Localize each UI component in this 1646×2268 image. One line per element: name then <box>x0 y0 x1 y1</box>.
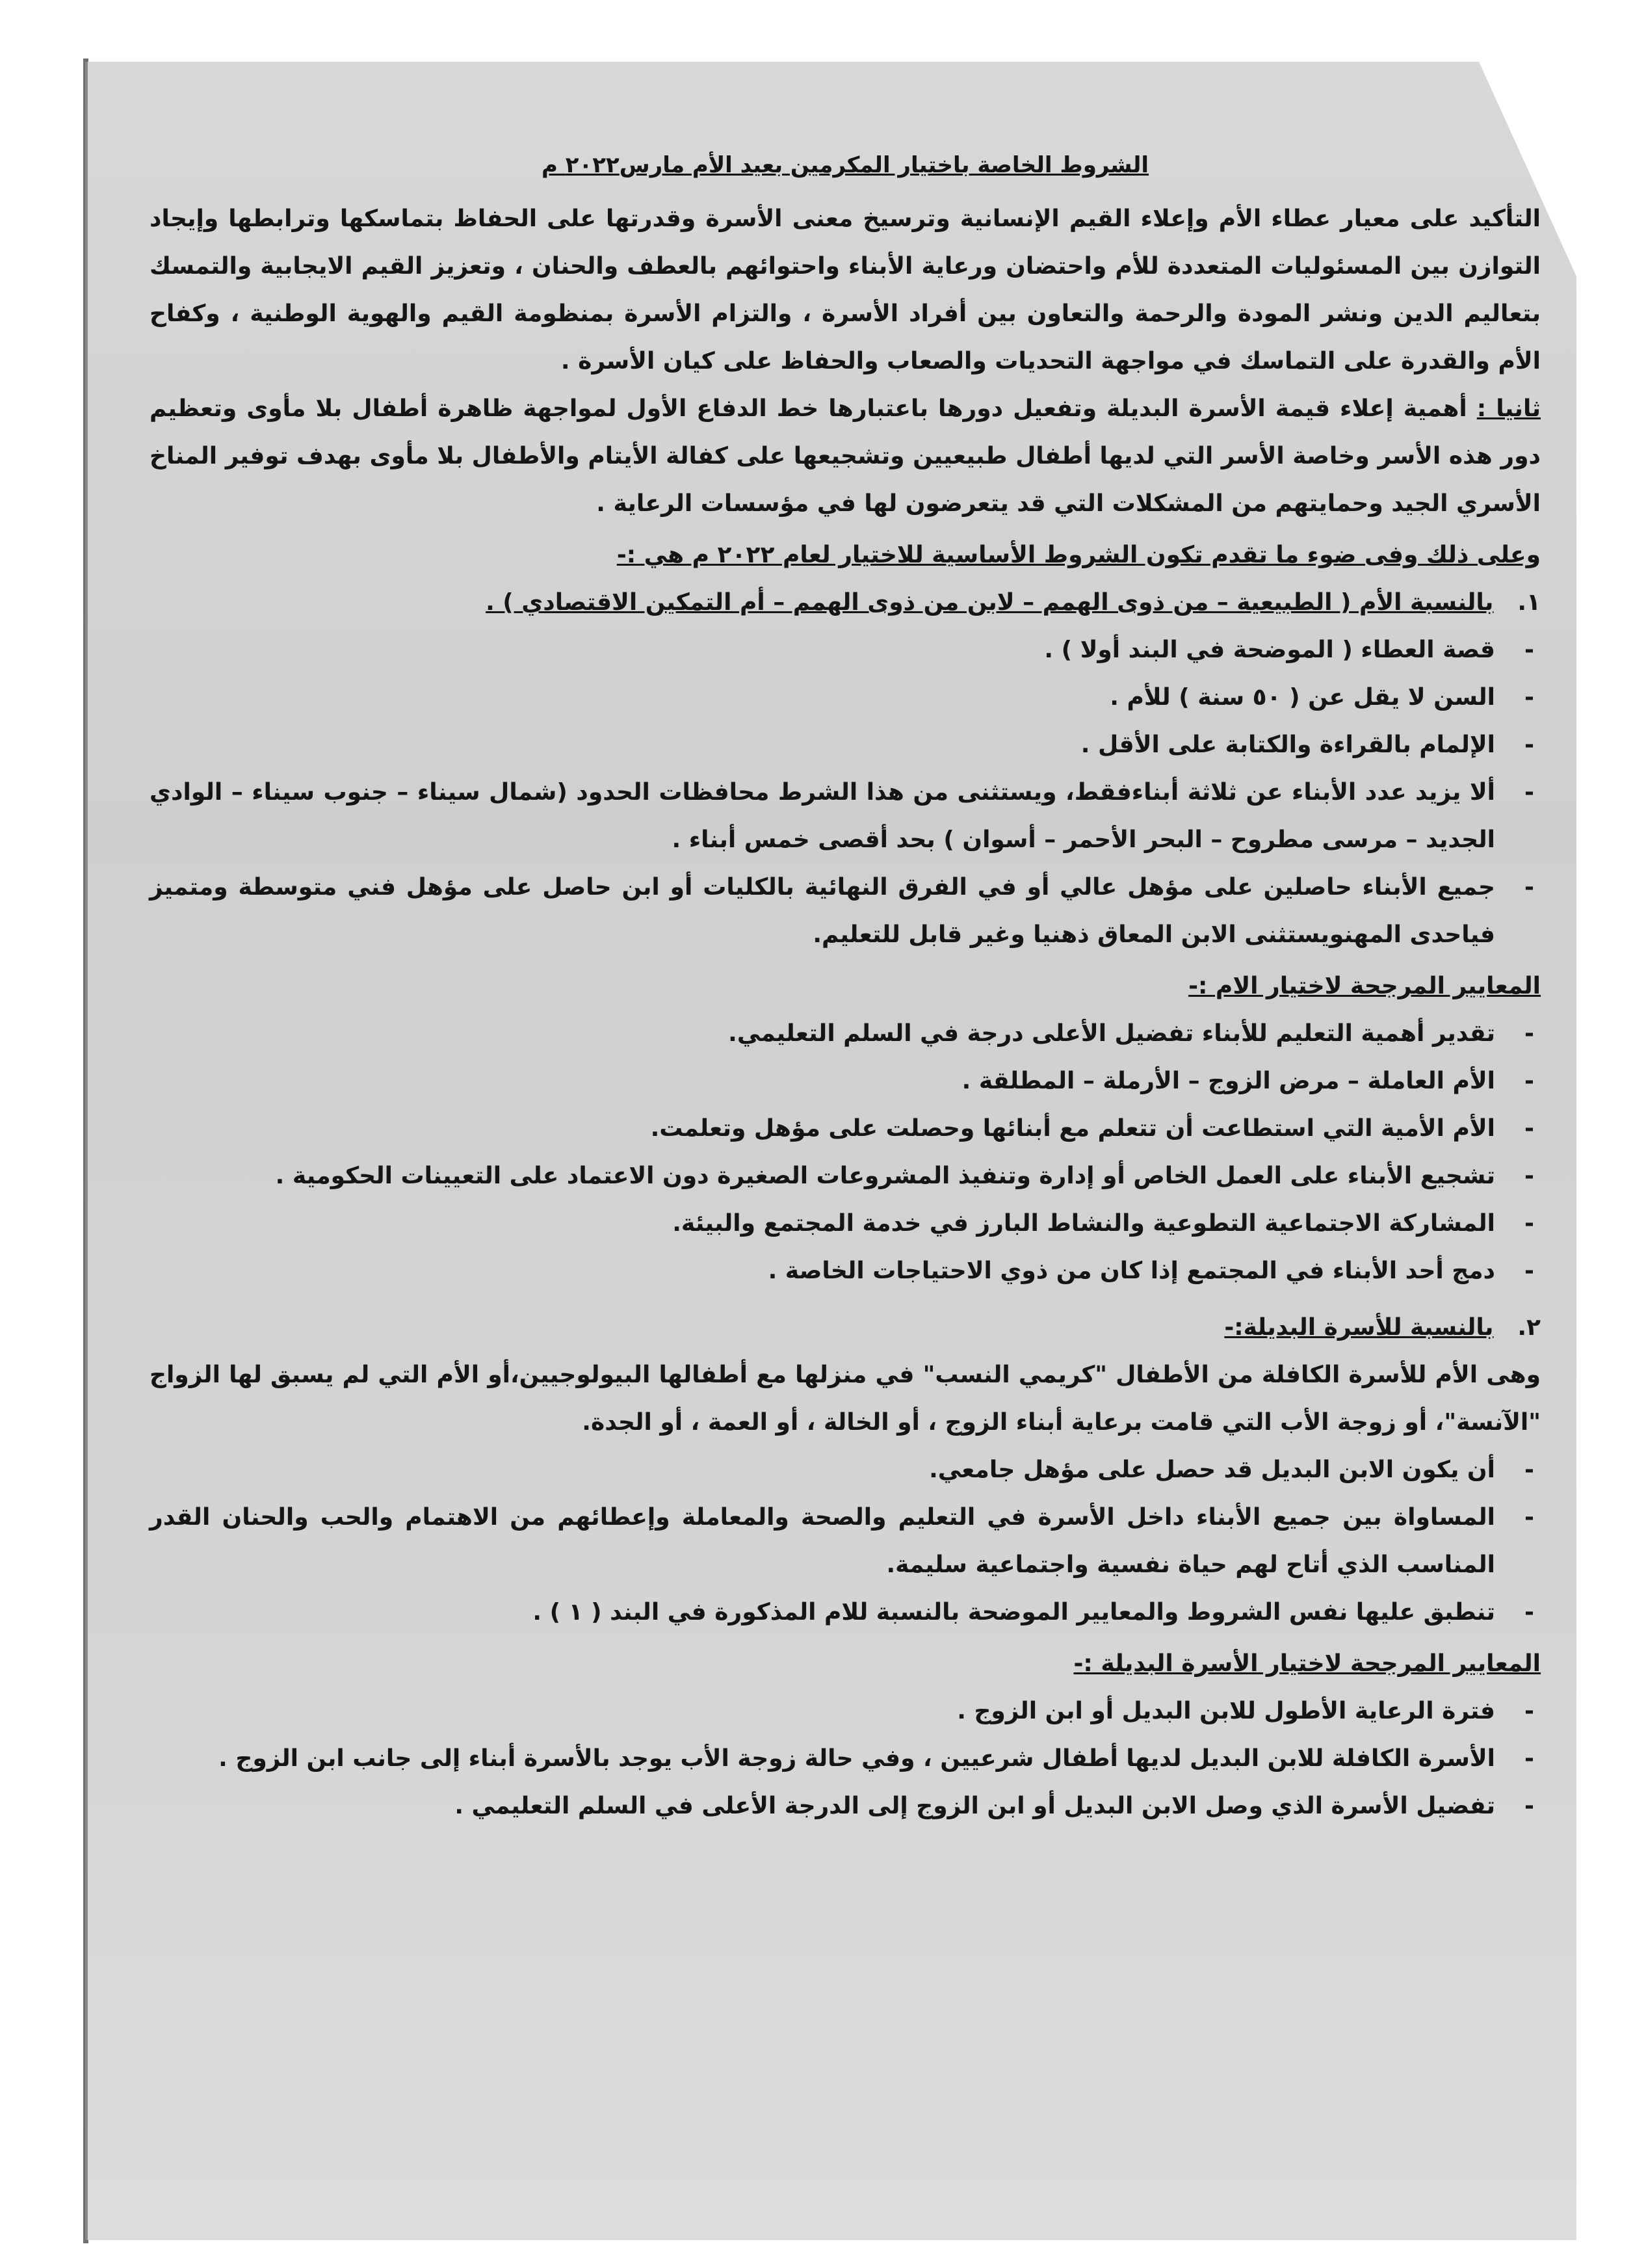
document-title: الشروط الخاصة باختيار المكرمين بعيد الأم مارس٢٠٢٢ م <box>541 152 1149 178</box>
basic-conditions-heading: وعلى ذلك وفى ضوء ما تقدم تكون الشروط الأساسية للاختيار لعام ٢٠٢٢ م هي :- <box>616 542 1541 568</box>
section-1-number: ١. <box>1517 589 1541 616</box>
list-item: - الأم العاملة – مرض الزوج – الأرملة – المطلقة . <box>150 1057 1541 1105</box>
document-content <box>150 150 1541 1830</box>
preferred-family-list <box>150 1687 1541 1830</box>
list-item: - فترة الرعاية الأطول للابن البديل أو ابن الزوج . <box>150 1687 1541 1735</box>
list-item: - جميع الأبناء حاصلين على مؤهل عالي أو في الفرق النهائية بالكليات أو ابن حاصل على مؤهل فني متوسطة ومتميز فياحدى المهنويستثنى الابن المعاق ذهنيا وغير قابل للتعليم. <box>150 864 1541 958</box>
second-paragraph <box>150 385 1541 527</box>
list-item: - تنطبق عليها نفس الشروط والمعايير الموضحة بالنسبة للام المذكورة في البند ( ١ ) . <box>150 1589 1541 1636</box>
list-item: - قصة العطاء ( الموضحة في البند أولا ) . <box>150 626 1541 674</box>
list-item: - أن يكون الابن البديل قد حصل على مؤهل جامعي. <box>150 1446 1541 1494</box>
list-item: - السن لا يقل عن ( ٥٠ سنة ) للأم . <box>150 674 1541 721</box>
list-item: - الأسرة الكافلة للابن البديل لديها أطفال شرعيين ، وفي حالة زوجة الأب يوجد بالأسرة أبناء إلى جانب ابن الزوج . <box>150 1735 1541 1782</box>
section-2-title: بالنسبة للأسرة البديلة:- <box>1224 1314 1494 1341</box>
list-item: - الأم الأمية التي استطاعت أن تتعلم مع أبنائها وحصلت على مؤهل وتعلمت. <box>150 1105 1541 1152</box>
list-item: - المشاركة الاجتماعية التطوعية والنشاط البارز في خدمة المجتمع والبيئة. <box>150 1200 1541 1247</box>
list-item: - المساواة بين جميع الأبناء داخل الأسرة في التعليم والصحة والمعاملة وإعطائهم من الاهتمام والحب والحنان القدر المناسب الذي أتاح لهم حياة نفسية واجتماعية سليمة. <box>150 1494 1541 1589</box>
spacer <box>150 1295 1541 1304</box>
list-item: - تشجيع الأبناء على العمل الخاص أو إدارة وتنفيذ المشروعات الصغيرة دون الاعتماد على التعيينات الحكومية . <box>150 1152 1541 1200</box>
preferred-mother-heading: المعايير المرجحة لاختيار الام :- <box>1188 973 1541 999</box>
list-item: - تقدير أهمية التعليم للأبناء تفضيل الأعلى درجة في السلم التعليمي. <box>150 1010 1541 1057</box>
intro-paragraph: التأكيد على معيار عطاء الأم وإعلاء القيم الإنسانية وترسيخ معنى الأسرة وقدرتها على الحفاظ بتماسكها وترابطها وإيجاد التوازن بين المسئوليات المتعددة للأم واحتضان ورعاية الأبناء واحتوائهم بالعطف والحنان ، وتعزيز القيم الايجابية والتمسك بتعاليم الدين ونشر المودة والرحمة والتعاون بين أفراد الأسرة ، والتزام الأسرة بمنظومة القيم والهوية الوطنية ، وكفاح الأم والقدرة على التماسك في مواجهة التحديات والصعاب والحفاظ على كيان الأسرة . <box>150 205 1541 375</box>
list-item: - الإلمام بالقراءة والكتابة على الأقل . <box>150 721 1541 769</box>
list-item: - تفضيل الأسرة الذي وصل الابن البديل أو ابن الزوج إلى الدرجة الأعلى في السلم التعليمي . <box>150 1782 1541 1830</box>
preferred-family-heading: المعايير المرجحة لاختيار الأسرة البديلة :- <box>1073 1650 1541 1677</box>
section-1-heading <box>150 579 1541 626</box>
section-1-title: بالنسبة الأم ( الطبيعية – من ذوى الهمم – لابن من ذوى الهمم – أم التمكين الاقتصادي ) . <box>486 589 1494 616</box>
section-1-list <box>150 626 1541 958</box>
second-text: أهمية إعلاء قيمة الأسرة البديلة وتفعيل دورها باعتبارها خط الدفاع الأول لمواجهة ظاهرة أطفال بلا مأوى وتعظيم دور هذه الأسر وخاصة الأسر التي لديها أطفال طبيعيين وتشجيعها على كفالة الأيتام والأطفال بلا مأوى بهدف توفير المناخ الأسري الجيد وحمايتهم من المشكلات التي قد يتعرضون لها في مؤسسات الرعاية . <box>150 395 1541 517</box>
section-2-number: ٢. <box>1517 1314 1541 1341</box>
list-item: - ألا يزيد عدد الأبناء عن ثلاثة أبناءفقط، ويستثنى من هذا الشرط محافظات الحدود (شمال سيناء – جنوب سيناء – الوادي الجديد – مرسى مطروح – البحر الأحمر – أسوان ) بحد أقصى خمس أبناء . <box>150 769 1541 864</box>
section-2-heading <box>150 1304 1541 1351</box>
list-item: - دمج أحد الأبناء في المجتمع إذا كان من ذوي الاحتياجات الخاصة . <box>150 1247 1541 1295</box>
second-lead: ثانيا : <box>1476 395 1541 422</box>
section-2-definition: وهى الأم للأسرة الكافلة من الأطفال "كريمي النسب" في منزلها مع أطفالها البيولوجيين،أو الأم التي لم يسبق لها الزواج "الآنسة"، أو زوجة الأب التي قامت برعاية أبناء الزوج ، أو الخالة ، أو العمة ، أو الجدة. <box>150 1362 1541 1436</box>
preferred-mother-list <box>150 1010 1541 1295</box>
section-2-list <box>150 1446 1541 1636</box>
